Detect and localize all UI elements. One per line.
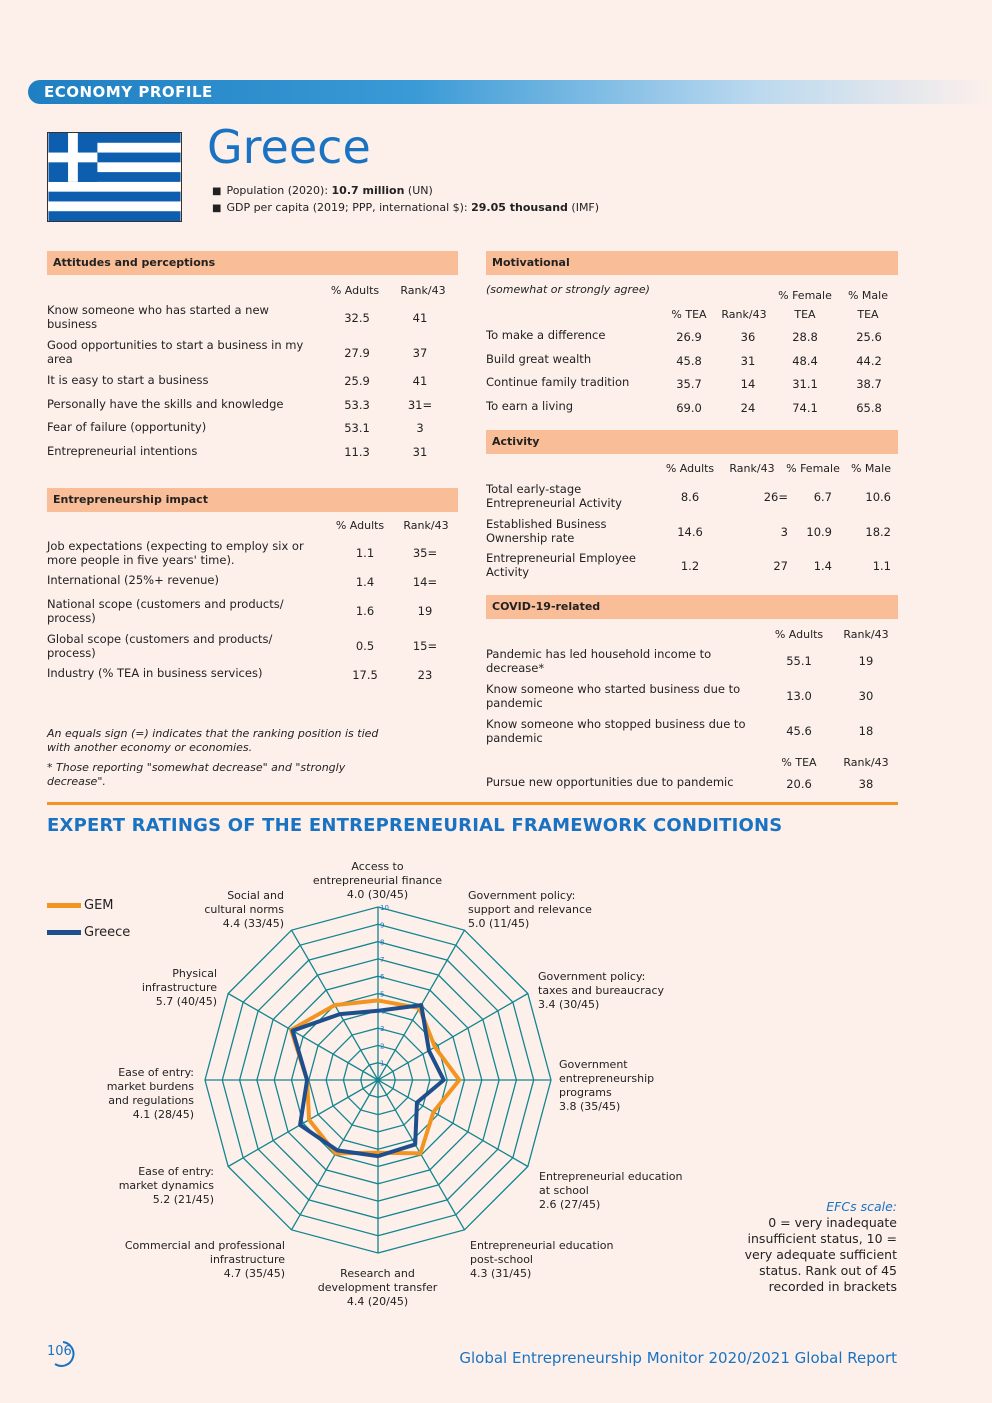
radar-tick-label: 5 [380, 990, 385, 999]
attitudes-row-rank: 41 [412, 311, 428, 325]
attitudes-row-rank: 31 [412, 445, 428, 459]
attitudes-row-label: Entrepreneurial intentions [47, 444, 198, 458]
motivational-col-female: % Female [778, 289, 832, 302]
motivational-row-tea: 69.0 [676, 401, 702, 415]
activity-col-female: % Female [786, 462, 840, 475]
motivational-row-female: 48.4 [792, 354, 818, 368]
attitudes-header: Attitudes and perceptions [47, 251, 458, 275]
attitudes-row-value: 11.3 [344, 445, 370, 459]
attitudes-row-value: 53.3 [344, 398, 370, 412]
covid-last-value: 20.6 [786, 777, 812, 791]
attitudes-row-value: 27.9 [344, 346, 370, 360]
attitudes-row-label: Know someone who has started a new business [47, 303, 269, 331]
motivational-row-male: 25.6 [856, 330, 882, 344]
banner-title: ECONOMY PROFILE [44, 83, 213, 101]
radar-axis-label: Commercial and professional infrastructure 4.7 (35/45) [124, 1239, 285, 1280]
population-fact: ■ Population (2020): 10.7 million (UN) [212, 183, 599, 200]
attitudes-row-label: Fear of failure (opportunity) [47, 420, 207, 434]
motivational-row-label: Continue family tradition [486, 375, 630, 389]
covid-row-rank: 30 [858, 689, 874, 703]
radar-axis-label: Research and development transfer 4.4 (20/45) [317, 1267, 438, 1308]
activity-row-rank: 3 [780, 525, 788, 539]
activity-row-rank: 26= [763, 490, 788, 504]
attitudes-row-rank: 41 [412, 374, 428, 388]
attitudes-col-rank: Rank/43 [400, 284, 446, 297]
attitudes-row-value: 53.1 [344, 421, 370, 435]
equals-note: An equals sign (=) indicates that the ranking position is tied with another economy or economies. [47, 727, 379, 754]
covid-row-rank: 18 [858, 724, 874, 738]
motivational-row-label: To earn a living [486, 399, 574, 413]
radar-axis-label: Social and cultural norms 4.4 (33/45) [204, 889, 284, 930]
covid-row-label: Know someone who stopped business due to pandemic [486, 717, 746, 745]
motivational-row-male: 44.2 [856, 354, 882, 368]
impact-row-value: 0.5 [355, 639, 375, 653]
motivational-row-label: Build great wealth [486, 352, 592, 366]
radar-axis-label: Access to entrepreneurial finance 4.0 (30/45) [312, 860, 443, 901]
motivational-row-male: 38.7 [856, 377, 882, 391]
star-note: * Those reporting "somewhat decrease" and "strongly decrease". [47, 761, 346, 788]
motivational-row-label: To make a difference [486, 328, 606, 342]
activity-row-adults: 8.6 [680, 490, 700, 504]
radar-axis-label: Government policy: support and relevance 5.0 (11/45) [468, 889, 592, 930]
covid-header: COVID-19-related [486, 595, 898, 619]
page-number-text: 106 [47, 1344, 72, 1359]
covid-row-value: 13.0 [786, 689, 812, 703]
efc-scale-note [720, 1199, 897, 1295]
motivational-row-female: 28.8 [792, 330, 818, 344]
covid-row-label: Pandemic has led household income to decrease* [486, 647, 712, 675]
motivational-row-rank: 24 [740, 401, 756, 415]
attitudes-row-label: Personally have the skills and knowledge [47, 397, 284, 411]
impact-row-label: Job expectations (expecting to employ six or more people in five years' time). [47, 539, 304, 567]
activity-row-female: 10.9 [806, 525, 832, 539]
impact-header: Entrepreneurship impact [47, 488, 458, 512]
motivational-row-rank: 31 [740, 354, 756, 368]
radar-axis-label: Ease of entry: market dynamics 5.2 (21/45) [118, 1165, 214, 1206]
motivational-row-tea: 35.7 [676, 377, 702, 391]
impact-row-rank: 35= [412, 546, 438, 560]
radar-axis-label: Government entrepreneurship programs 3.8 (35/45) [559, 1058, 655, 1113]
impact-col-adults: % Adults [335, 519, 385, 532]
efc-scale-text: 0 = very inadequate insufficient status, 10 = very adequate sufficient status. Rank out of 45 recorded in brackets [744, 1215, 897, 1294]
covid-col-rank: Rank/43 [843, 628, 889, 641]
motivational-col-rank: Rank/43 [721, 308, 767, 321]
activity-row-label: Total early-stage Entrepreneurial Activity [486, 482, 622, 510]
activity-row-rank: 27 [773, 559, 788, 573]
attitudes-row-label: It is easy to start a business [47, 373, 209, 387]
attitudes-row-value: 32.5 [344, 311, 370, 325]
gdp-fact: ■ GDP per capita (2019; PPP, international $): 29.05 thousand (IMF) [212, 200, 599, 217]
motivational-row-female: 31.1 [792, 377, 818, 391]
radar-tick-label: 8 [380, 938, 385, 947]
covid-col-rank2: Rank/43 [843, 756, 889, 769]
legend-gem-label: GEM [84, 898, 114, 913]
covid-col-tea: % TEA [781, 756, 817, 769]
activity-row-female: 6.7 [813, 490, 832, 504]
radar-axis-label: Entrepreneurial education post-school 4.3 (31/45) [470, 1239, 614, 1280]
motivational-col-tea: % TEA [671, 308, 707, 321]
covid-row-value: 55.1 [786, 654, 812, 668]
impact-row-label: International (25%+ revenue) [47, 573, 219, 587]
motivational-row-male: 65.8 [856, 401, 882, 415]
covid-row-value: 45.6 [786, 724, 812, 738]
impact-row-value: 1.6 [355, 604, 375, 618]
motivational-col-male: % Male [847, 289, 888, 302]
impact-row-value: 17.5 [352, 668, 378, 682]
radar-axis-label: Entrepreneurial education at school 2.6 (27/45) [539, 1170, 683, 1211]
radar-tick-label: 4 [380, 1007, 385, 1016]
impact-row-label: National scope (customers and products/ process) [47, 597, 284, 625]
activity-row-adults: 1.2 [680, 559, 700, 573]
activity-col-adults: % Adults [665, 462, 715, 475]
impact-col-rank: Rank/43 [403, 519, 449, 532]
impact-row-label: Industry (% TEA in business services) [47, 666, 263, 680]
activity-row-male: 10.6 [865, 490, 891, 504]
motivational-col-female-tea: TEA [794, 308, 816, 321]
covid-row-label: Know someone who started business due to pandemic [486, 682, 741, 710]
radar-axis-label: Government policy: taxes and bureaucracy 3.4 (30/45) [538, 970, 664, 1011]
motivational-row-tea: 45.8 [676, 354, 702, 368]
motivational-row-female: 74.1 [792, 401, 818, 415]
motivational-header: Motivational [486, 251, 898, 275]
attitudes-row-value: 25.9 [344, 374, 370, 388]
attitudes-row-rank: 31= [407, 398, 433, 412]
motivational-row-rank: 36 [740, 330, 756, 344]
covid-last-label: Pursue new opportunities due to pandemic [486, 775, 734, 789]
efc-scale-title: EFCs scale: [826, 1199, 897, 1214]
activity-row-label: Established Business Ownership rate [486, 517, 607, 545]
attitudes-row-rank: 37 [412, 346, 428, 360]
radar-axis-label: Ease of entry: market burdens and regulations 4.1 (28/45) [106, 1066, 194, 1121]
radar-tick-label: 7 [380, 955, 385, 964]
impact-row-rank: 23 [417, 668, 433, 682]
radar-tick-label: 10 [380, 904, 389, 912]
impact-row-value: 1.1 [355, 546, 375, 560]
impact-row-rank: 14= [412, 575, 438, 589]
activity-col-rank: Rank/43 [729, 462, 775, 475]
impact-row-rank: 15= [412, 639, 438, 653]
activity-row-adults: 14.6 [677, 525, 703, 539]
activity-col-male: % Male [850, 462, 891, 475]
motivational-col-male-tea: TEA [857, 308, 879, 321]
radar-tick-label: 2 [380, 1042, 385, 1051]
covid-row-rank: 19 [858, 654, 874, 668]
attitudes-row-label: Good opportunities to start a business in my area [47, 338, 304, 366]
impact-row-value: 1.4 [355, 575, 375, 589]
radar-tick-label: 6 [380, 973, 385, 982]
activity-row-male: 1.1 [872, 559, 891, 573]
country-title: Greece [207, 120, 371, 174]
activity-row-female: 1.4 [813, 559, 832, 573]
activity-row-male: 18.2 [865, 525, 891, 539]
radar-tick-label: 1 [380, 1059, 385, 1068]
radar-axis-label: Physical infrastructure 5.7 (40/45) [141, 967, 217, 1008]
impact-row-label: Global scope (customers and products/ process) [47, 632, 273, 660]
report-title: Global Entrepreneurship Monitor 2020/2021 Global Report [459, 1349, 897, 1367]
expert-ratings-title: EXPERT RATINGS OF THE ENTREPRENEURIAL FRAMEWORK CONDITIONS [47, 815, 783, 836]
legend-greece-label: Greece [84, 925, 131, 940]
motivational-row-rank: 14 [740, 377, 756, 391]
impact-row-rank: 19 [417, 604, 433, 618]
activity-header: Activity [486, 430, 898, 454]
attitudes-col-adults: % Adults [330, 284, 380, 297]
covid-last-rank: 38 [858, 777, 874, 791]
activity-row-label: Entrepreneurial Employee Activity [486, 551, 636, 579]
radar-tick-label: 3 [380, 1025, 385, 1034]
page-number [47, 1344, 72, 1359]
attitudes-row-rank: 3 [416, 421, 424, 435]
motivational-subtitle: (somewhat or strongly agree) [486, 283, 650, 296]
motivational-row-tea: 26.9 [676, 330, 702, 344]
radar-tick-label: 9 [380, 921, 385, 930]
covid-col-adults: % Adults [774, 628, 824, 641]
